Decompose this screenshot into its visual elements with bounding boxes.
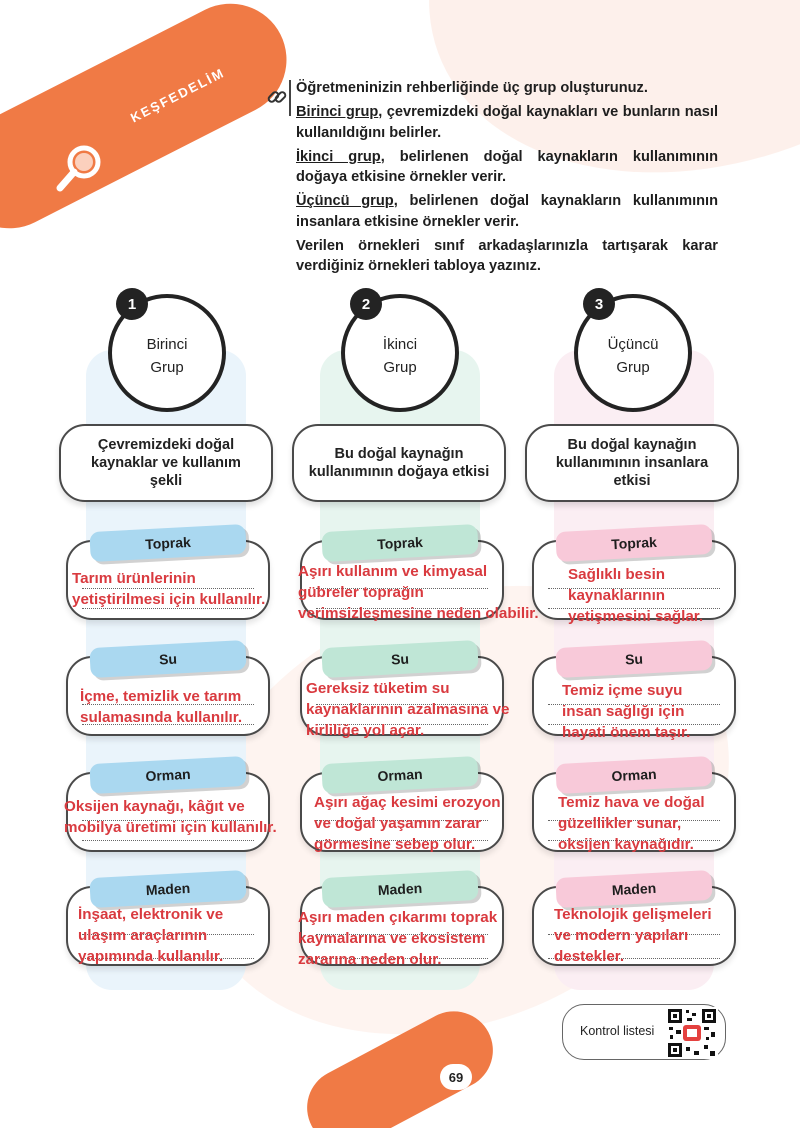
answer-line-text: yetişmesini sağlar. — [568, 608, 704, 625]
instruction-group2 — [296, 147, 718, 188]
resource-tag: Toprak — [321, 524, 478, 562]
section-label: KEŞFEDELİM — [128, 64, 228, 126]
group-number-badge: 2 — [350, 288, 382, 320]
answer-line-text: Gereksiz tüketim su — [306, 680, 450, 697]
section-ribbon — [0, 0, 306, 248]
resource-tag: Toprak — [555, 524, 712, 562]
answer-line-text: ve doğal yaşamın zarar — [314, 815, 482, 832]
page-number: 69 — [440, 1064, 472, 1090]
group-name-line2: Grup — [383, 359, 417, 376]
group1-label: Birinci grup — [296, 104, 379, 120]
answer-line-text: ulaşım araçlarının — [78, 927, 208, 944]
answer-line-text: İnşaat, elektronik ve — [78, 906, 224, 923]
answer-line-text: oksijen kaynağıdır. — [558, 836, 694, 853]
qr-code-icon[interactable] — [666, 1007, 718, 1059]
answer-line-text: yetiştirilmesi için kullanılır. — [72, 591, 266, 608]
answer-line-text: Temiz içme suyu — [562, 682, 683, 699]
answer-text — [78, 904, 223, 967]
column-header: Bu doğal kaynağın kullanımının doğaya etkisi — [292, 424, 506, 502]
resource-tag: Maden — [89, 870, 246, 908]
answer-line-text: verimsizleşmesine neden olabilir. — [298, 605, 539, 622]
column-header: Bu doğal kaynağın kullanımının insanlara etkisi — [525, 424, 739, 502]
answer-text — [568, 564, 703, 627]
group2-label: İkinci grup — [296, 148, 381, 165]
group-number-badge: 1 — [116, 288, 148, 320]
answer-line-text: hayati önem taşır. — [562, 724, 691, 741]
kontrol-listesi-label: Kontrol listesi — [580, 1024, 655, 1038]
group3-text: , belirlenen doğal kaynakların kullanımının insanlara etkisine örnekler verir. — [296, 193, 719, 230]
answer-text — [80, 686, 242, 728]
answer-line-text: mobilya üretimi için kullanılır. — [64, 819, 277, 836]
resource-tag: Orman — [89, 756, 246, 794]
group1-text: , çevremizdeki doğal kaynakları ve bunların nasıl kullanıldığını belirler. — [296, 104, 718, 141]
answer-line-text: Sağlıklı besin — [568, 566, 666, 583]
answer-line-text: Oksijen kaynağı, kâğıt ve — [64, 798, 245, 815]
answer-text — [72, 568, 265, 610]
answer-line-text: kaymalarına ve ekosistem — [298, 930, 486, 947]
group-number-badge: 3 — [583, 288, 615, 320]
resource-tag: Su — [321, 640, 478, 678]
group-name-line2: Grup — [616, 359, 650, 376]
answer-text — [314, 792, 501, 855]
resource-tag: Toprak — [89, 524, 246, 562]
group-name-line2: Grup — [150, 359, 184, 376]
instruction-divider — [289, 80, 291, 116]
instruction-group1 — [296, 102, 718, 143]
group-name-line1: Birinci — [146, 336, 188, 353]
answer-line-text: zararına neden olur. — [298, 951, 442, 968]
resource-tag: Maden — [321, 870, 478, 908]
answer-text — [562, 680, 690, 743]
instruction-closing: Verilen örnekleri sınıf arkadaşlarınızla tartışarak karar verdiğiniz örnekleri tabloya yazınız. — [296, 237, 718, 274]
resource-tag: Maden — [555, 870, 712, 908]
group2-text: , belirlenen doğal kaynakların kullanımının doğaya etkisine örnekler verir. — [296, 148, 718, 185]
answer-text — [298, 561, 539, 624]
answer-text — [298, 907, 497, 970]
answer-line-text: Aşırı kullanım ve kimyasal — [298, 563, 488, 580]
answer-line-text: görmesine sebep olur. — [314, 836, 476, 853]
answer-text — [64, 796, 277, 838]
link-icon — [266, 86, 288, 108]
answer-line-text: Tarım ürünlerinin — [72, 570, 196, 587]
answer-line-text: güzellikler sunar, — [558, 815, 682, 832]
resource-tag: Su — [555, 640, 712, 678]
group-name-line1: İkinci — [382, 336, 418, 353]
answer-line-text: kaynaklarının — [568, 587, 666, 604]
answer-line-text: destekler. — [554, 948, 625, 965]
answer-line-text: Aşırı ağaç kesimi erozyon — [314, 794, 501, 811]
answer-text — [554, 904, 712, 967]
resource-tag: Orman — [555, 756, 712, 794]
answer-line-text: sulamasında kullanılır. — [80, 709, 243, 726]
instruction-group3 — [296, 191, 718, 232]
answer-text — [558, 792, 705, 855]
answer-line-text: Temiz hava ve doğal — [558, 794, 705, 811]
column-header: Çevremizdeki doğal kaynaklar ve kullanım şekli — [59, 424, 273, 502]
answer-line-text: ve modern yapıları — [554, 927, 689, 944]
magnifier-icon — [50, 140, 110, 200]
group3-label: Üçüncü grup — [296, 193, 394, 209]
instructions — [296, 78, 718, 280]
answer-line-text: kirliliğe yol açar. — [306, 722, 425, 739]
answer-line-text: Aşırı maden çıkarımı toprak — [298, 909, 498, 926]
answer-line-text: insan sağlığı için — [562, 703, 685, 720]
answer-line — [82, 840, 254, 841]
answer-line-text: kaynaklarının azalmasına ve — [306, 701, 510, 718]
resource-tag: Orman — [321, 756, 478, 794]
answer-line-text: İçme, temizlik ve tarım — [80, 688, 242, 705]
group-name-line1: Üçüncü — [607, 336, 659, 353]
answer-line-text: gübreler toprağın — [298, 584, 424, 601]
answer-text — [306, 678, 509, 741]
instruction-intro: Öğretmeninizin rehberliğinde üç grup oluşturunuz. — [296, 80, 648, 96]
answer-line-text: yapımında kullanılır. — [78, 948, 224, 965]
answer-line-text: Teknolojik gelişmeleri — [554, 906, 712, 923]
resource-tag: Su — [89, 640, 246, 678]
